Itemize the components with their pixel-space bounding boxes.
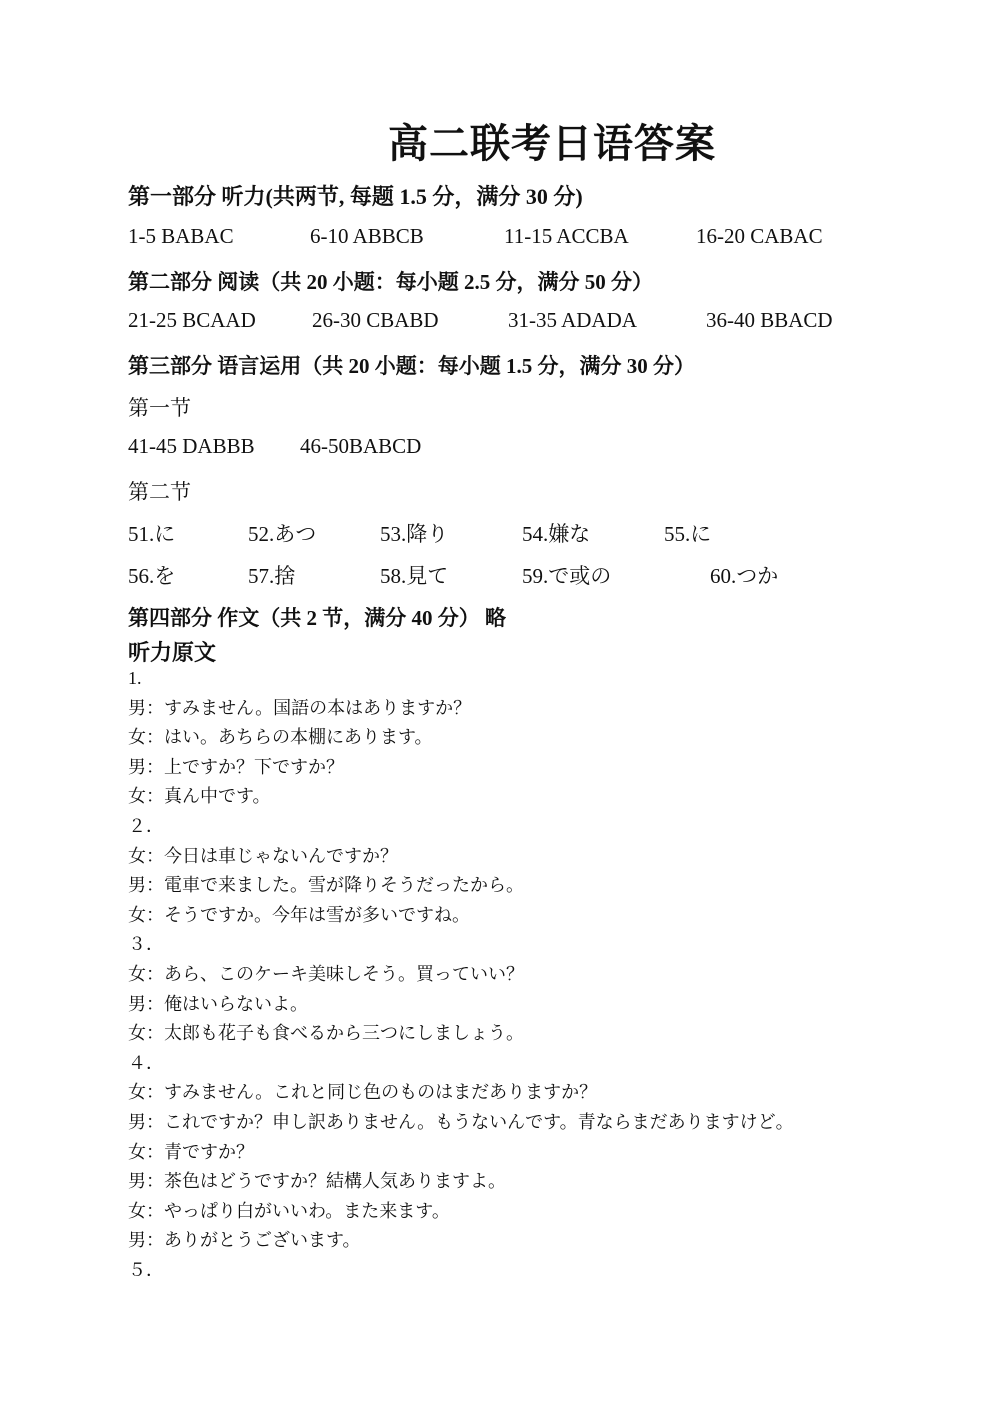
answer-item: 52.あつ: [248, 522, 317, 546]
transcript-line: ５．: [128, 1259, 164, 1280]
answer-item: 54.嫌な: [522, 522, 591, 546]
answer-group: 21-25 BCAAD: [128, 308, 256, 332]
answer-item: 58.見て: [380, 564, 449, 588]
answer-group: 41-45 DABBB: [128, 434, 255, 458]
transcript-line: 男：すみません。国語の本はありますか？: [128, 697, 472, 718]
answer-group: 36-40 BBACD: [706, 308, 833, 332]
answer-group: 16-20 CABAC: [696, 224, 823, 248]
transcript-line: 女：そうですか。今年は雪が多いですね。: [128, 904, 470, 925]
transcript-line: 女：太郎も花子も食べるから三つにしましょう。: [128, 1023, 524, 1044]
transcript-line: 女：はい。あちらの本棚にあります。: [128, 727, 433, 748]
transcript-line: 女：あら、このケーキ美味しそう。買っていい？: [128, 963, 524, 984]
transcript-line: 男：これですか？申し訳ありません。もうないんです。青ならまだありますけど。: [128, 1111, 794, 1132]
answer-item: 55.に: [664, 522, 712, 546]
answer-group: 46-50BABCD: [300, 434, 422, 458]
transcript-line: 女：すみません。これと同じ色のものはまだありますか？: [128, 1082, 598, 1103]
answer-item: 53.降り: [380, 522, 449, 546]
transcript-line: 男：ありがとうございます。: [128, 1230, 361, 1251]
transcript-line: 女：青ですか？: [128, 1141, 254, 1162]
transcript-line: 男：俺はいらないよ。: [128, 993, 308, 1014]
section1-label: 第一节: [128, 396, 191, 420]
answer-group: 31-35 ADADA: [508, 308, 637, 332]
answer-group: 26-30 CBABD: [312, 308, 439, 332]
part1-heading: 第一部分 听力(共两节, 每题 1.5 分，满分 30 分): [128, 184, 583, 209]
transcript-line: 女：やっぱり白がいいわ。また来ます。: [128, 1200, 450, 1221]
transcript-line: 女：今日は車じゃないんですか？: [128, 845, 398, 866]
transcript-line: ４．: [128, 1052, 164, 1073]
answer-item: 56.を: [128, 564, 176, 588]
transcript-line: 男：電車で来ました。雪が降りそうだったから。: [128, 875, 524, 896]
transcript-body: [128, 664, 888, 1285]
transcript-line: ２．: [128, 815, 164, 836]
transcript-line: 1.: [128, 668, 142, 688]
answer-group: 6-10 ABBCB: [310, 224, 424, 248]
part4-heading: 第四部分 作文（共 2 节，满分 40 分） 略: [128, 606, 506, 630]
answer-item: 60.つか: [710, 564, 779, 588]
transcript-line: ３．: [128, 934, 164, 955]
transcript-heading: 听力原文: [128, 640, 217, 665]
page-title: 高二联考日语答案: [388, 121, 716, 167]
transcript-line: 女：真ん中です。: [128, 786, 271, 807]
section2-label: 第二节: [128, 480, 191, 504]
answer-group: 1-5 BABAC: [128, 224, 234, 248]
part3-heading: 第三部分 语言运用（共 20 小题：每小题 1.5 分，满分 30 分）: [128, 354, 695, 378]
answer-item: 51.に: [128, 522, 176, 546]
answer-item: 57.捨: [248, 564, 296, 588]
answer-item: 59.で或の: [522, 564, 612, 588]
transcript-line: 男：上ですか？下ですか？: [128, 756, 344, 777]
part2-heading: 第二部分 阅读（共 20 小题：每小题 2.5 分，满分 50 分）: [128, 270, 653, 294]
answer-group: 11-15 ACCBA: [504, 224, 629, 248]
transcript-line: 男：茶色はどうですか？結構人気ありますよ。: [128, 1171, 506, 1192]
